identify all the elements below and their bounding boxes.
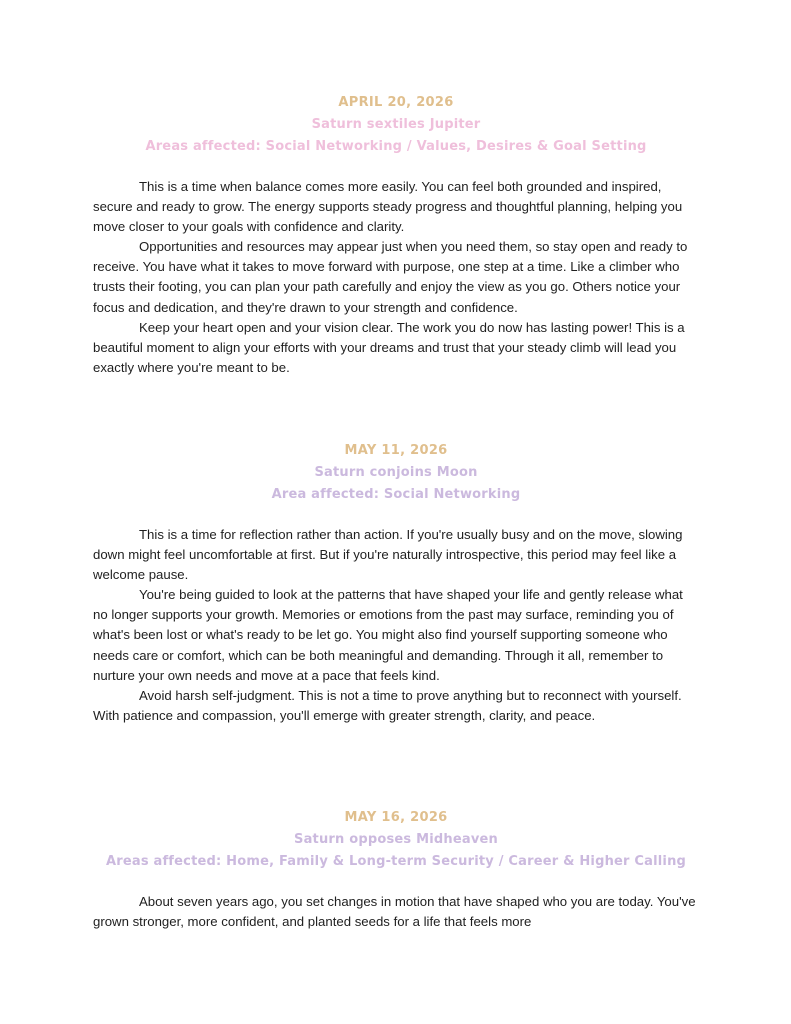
- entry-areas-affected: Areas affected: Home, Family & Long-term Security / Career & Higher Calling: [105, 854, 687, 869]
- transit-entry-3: [93, 807, 699, 932]
- transit-entry-1: [93, 92, 699, 378]
- paragraph: This is a time when balance comes more easily. You can feel both grounded and inspired, secure and ready to grow. The energy supports steady progress and thoughtful planning, helping you move closer to your goals with confidence and clarity.: [93, 179, 683, 235]
- paragraph: Keep your heart open and your vision clear. The work you do now has lasting power! This is a beautiful moment to align your efforts with your dreams and trust that your steady climb will lead you exactly where you're meant to be.: [93, 319, 685, 375]
- entry-date: MAY 11, 2026: [344, 443, 448, 458]
- entry-areas-affected: Areas affected: Social Networking / Values, Desires & Goal Setting: [145, 139, 647, 154]
- entry-aspect: Saturn sextiles Jupiter: [311, 117, 481, 132]
- paragraph: About seven years ago, you set changes in motion that have shaped who you are today. You've grown stronger, more confident, and planted seeds for a life that feels more: [93, 894, 696, 930]
- entry-aspect: Saturn opposes Midheaven: [294, 832, 498, 847]
- entry-heading: [93, 92, 699, 158]
- entry-date: APRIL 20, 2026: [338, 95, 454, 110]
- entry-areas-affected: Area affected: Social Networking: [271, 487, 521, 502]
- entry-body: [93, 177, 699, 378]
- paragraph: Avoid harsh self-judgment. This is not a time to prove anything but to reconnect with yourself. With patience and compassion, you'll emerge with greater strength, clarity, and peace.: [93, 687, 682, 723]
- entry-heading: [93, 440, 699, 506]
- paragraph: This is a time for reflection rather than action. If you're usually busy and on the move, slowing down might feel uncomfortable at first. But if you're naturally introspective, this period may feel like a welcome pause.: [93, 527, 683, 583]
- entry-body: [93, 892, 699, 932]
- entry-heading: [93, 807, 699, 873]
- entry-body: [93, 525, 699, 726]
- transit-entry-2: [93, 440, 699, 726]
- entry-date: MAY 16, 2026: [344, 810, 448, 825]
- paragraph: You're being guided to look at the patterns that have shaped your life and gently release what no longer supports your growth. Memories or emotions from the past may surface, reminding you of what's been lost or what's ready to be let go. You might also find yourself supporting someone who needs care or comfort, which can be both meaningful and demanding. Through it all, remember to nurture your own needs and move at a pace that feels kind.: [93, 587, 683, 683]
- entry-aspect: Saturn conjoins Moon: [314, 465, 478, 480]
- paragraph: Opportunities and resources may appear just when you need them, so stay open and ready to receive. You have what it takes to move forward with purpose, one step at a time. Like a climber who trusts their footing, you can plan your path carefully and enjoy the view as you go. Others notice your focus and dedication, and they're drawn to your strength and confidence.: [93, 239, 688, 315]
